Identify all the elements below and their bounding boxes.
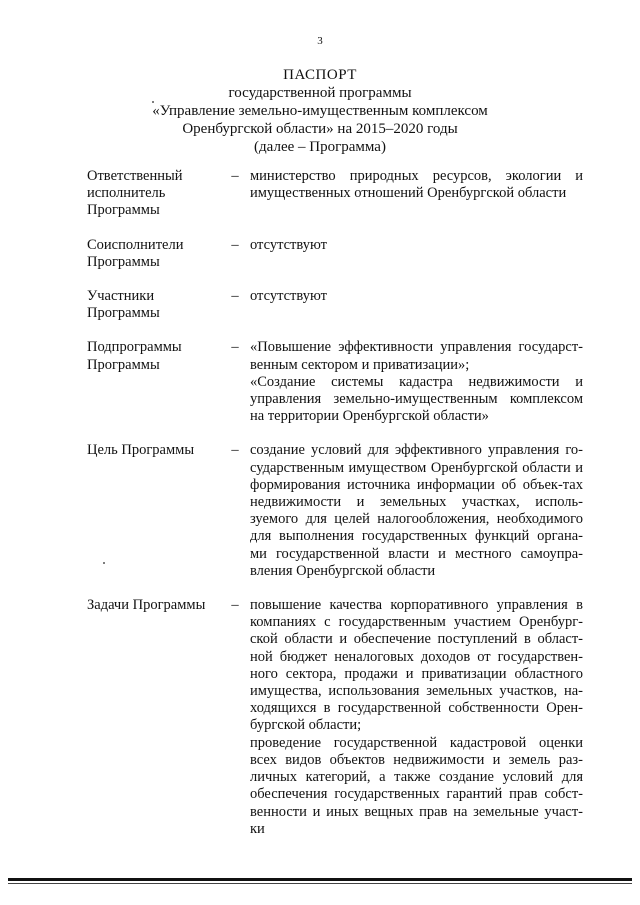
row-label [87,442,220,580]
row-label [87,597,220,838]
row-label-line: Цель Программы [87,442,195,459]
row-value [250,237,583,271]
row-label-line: Ответственный [87,168,183,184]
row-dash: – [231,168,239,184]
title-line-name: «Управление земельно-имущественным комплексом [152,103,488,119]
row-label-line: Программы [87,253,160,270]
row-label-line: Подпрограммы [87,339,182,356]
passport-title-block [0,66,640,156]
row-dash: – [231,442,239,459]
row-value [250,168,583,220]
row-label-line: Программы [87,356,160,373]
row-label-line: Программы [87,202,160,219]
row-value-paragraph: «Создание системы кадастра недвижимости и управления земельно-имущественным комплексом на территории Оренбургской области» [250,373,583,425]
scan-speck [103,562,105,564]
row-label-line: Участники [87,288,155,305]
passport-row-responsible [87,168,587,220]
row-value [250,442,583,580]
row-value-paragraph: отсутствуют [250,236,327,253]
page-number: 3 [317,35,323,47]
row-label-line: Задачи Программы [87,597,206,614]
row-label [87,288,220,322]
row-dash: – [231,236,239,253]
footer-rule-thin [8,883,632,884]
row-dash: – [231,339,239,356]
passport-table [87,168,587,855]
row-value-paragraph: «Повышение эффективности управления государст-венным сектором и приватизации»; [250,339,583,373]
row-value [250,339,583,425]
passport-row-tasks [87,597,587,838]
title-line-short-name: (далее – Программа) [254,139,386,155]
footer-rule [8,878,632,881]
row-value [250,288,583,322]
row-label [87,168,220,220]
row-value-paragraph: отсутствуют [250,288,327,305]
row-label-line: исполнитель [87,185,166,202]
scan-speck [152,101,154,103]
title-line-program: государственной программы [228,85,412,101]
row-value-paragraph: проведение государственной кадастровой оценки всех видов объектов недвижимости и земель раз-личных категорий, а также создание условий для обеспечения государственных гарантий прав собст-венности и иных вещных прав на земельные участ-ки [250,734,583,837]
row-label-line: Программы [87,305,160,322]
row-value-paragraph: министерство природных ресурсов, экологии и имущественных отношений Оренбургской области [250,168,583,202]
row-dash: – [231,288,239,305]
title-line-region-years: Оренбургской области» на 2015–2020 годы [182,121,458,137]
row-dash: – [231,597,239,614]
row-label-line: Соисполнители [87,236,184,253]
passport-row-participants [87,288,587,322]
row-label [87,237,220,271]
row-value-paragraph: создание условий для эффективного управления го-сударственным имуществом Оренбургской области и формирования источника информации об объек-тах недвижимости и земельных участках, исполь-зуемого для целей налогообложения, необходимого для выполнения государственных функций органа-ми государственной власти и местного самоупра-вления Оренбургской области [250,442,583,579]
row-value-paragraph: повышение качества корпоративного управления в компаниях с государственным участием Оренбург-ской области и обеспечение поступлений в област-ной бюджет неналоговых доходов от государствен-ного сектора, продажи и приватизации областного имущества, использования земельных участков, на-ходящихся в государственной собственности Орен-бургской области; [250,597,583,734]
row-value [250,597,583,838]
document-title: ПАСПОРТ [283,67,357,83]
row-label [87,339,220,425]
passport-row-coexecutors [87,237,587,271]
passport-row-goal [87,442,587,580]
passport-row-subprograms [87,339,587,425]
